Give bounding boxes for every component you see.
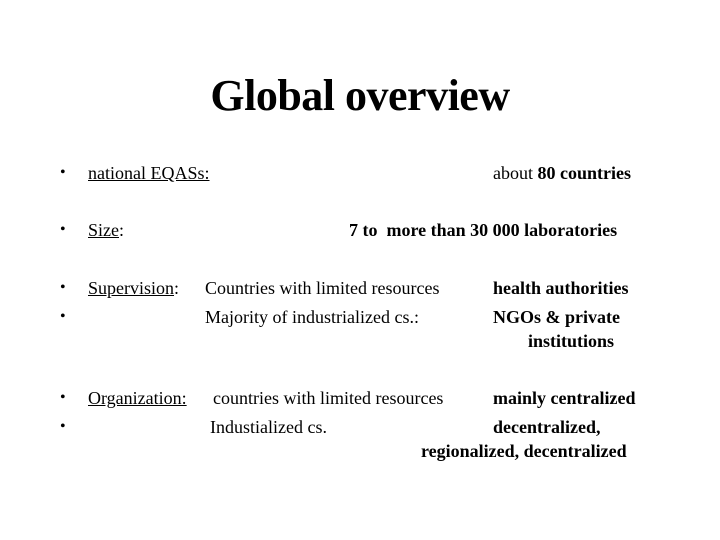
bullet-icon: •: [60, 389, 66, 406]
row-value-bold: health authorities: [493, 278, 629, 298]
row-value-prefix: about: [493, 163, 538, 183]
row-value: [493, 162, 631, 184]
row-value-bold: 80 countries: [537, 163, 631, 183]
bullet-icon: •: [60, 308, 66, 325]
bullet-icon: •: [60, 164, 66, 181]
bullet-icon: •: [60, 279, 66, 296]
row-value-bold: decentralized,: [493, 417, 601, 437]
row-middle: Countries with limited resources: [205, 278, 440, 298]
row-middle: countries with limited resources: [213, 388, 444, 408]
row-middle: Industialized cs.: [210, 417, 327, 437]
row-label-suffix: :: [174, 278, 180, 298]
row-value-line2: regionalized, decentralized: [421, 441, 627, 461]
bullet-icon: •: [60, 221, 66, 238]
row-middle: Majority of industrialized cs.:: [205, 307, 419, 327]
row-value-bold: 7 to more than 30 000 laboratories: [349, 220, 618, 240]
row-value-line2: institutions: [528, 331, 615, 351]
row-value-bold: mainly centralized: [493, 388, 636, 408]
row-label: national EQASs:: [88, 163, 210, 183]
bullet-icon: •: [60, 418, 66, 435]
slide-title: Global overview: [210, 71, 510, 120]
row-label: [88, 277, 179, 299]
row-label: [88, 219, 124, 241]
row-value-bold: NGOs & private: [493, 307, 620, 327]
row-label-suffix: :: [119, 220, 125, 240]
row-label-text: Supervision: [88, 278, 175, 298]
row-label-text: Size: [88, 220, 119, 240]
row-label: Organization:: [88, 388, 187, 408]
